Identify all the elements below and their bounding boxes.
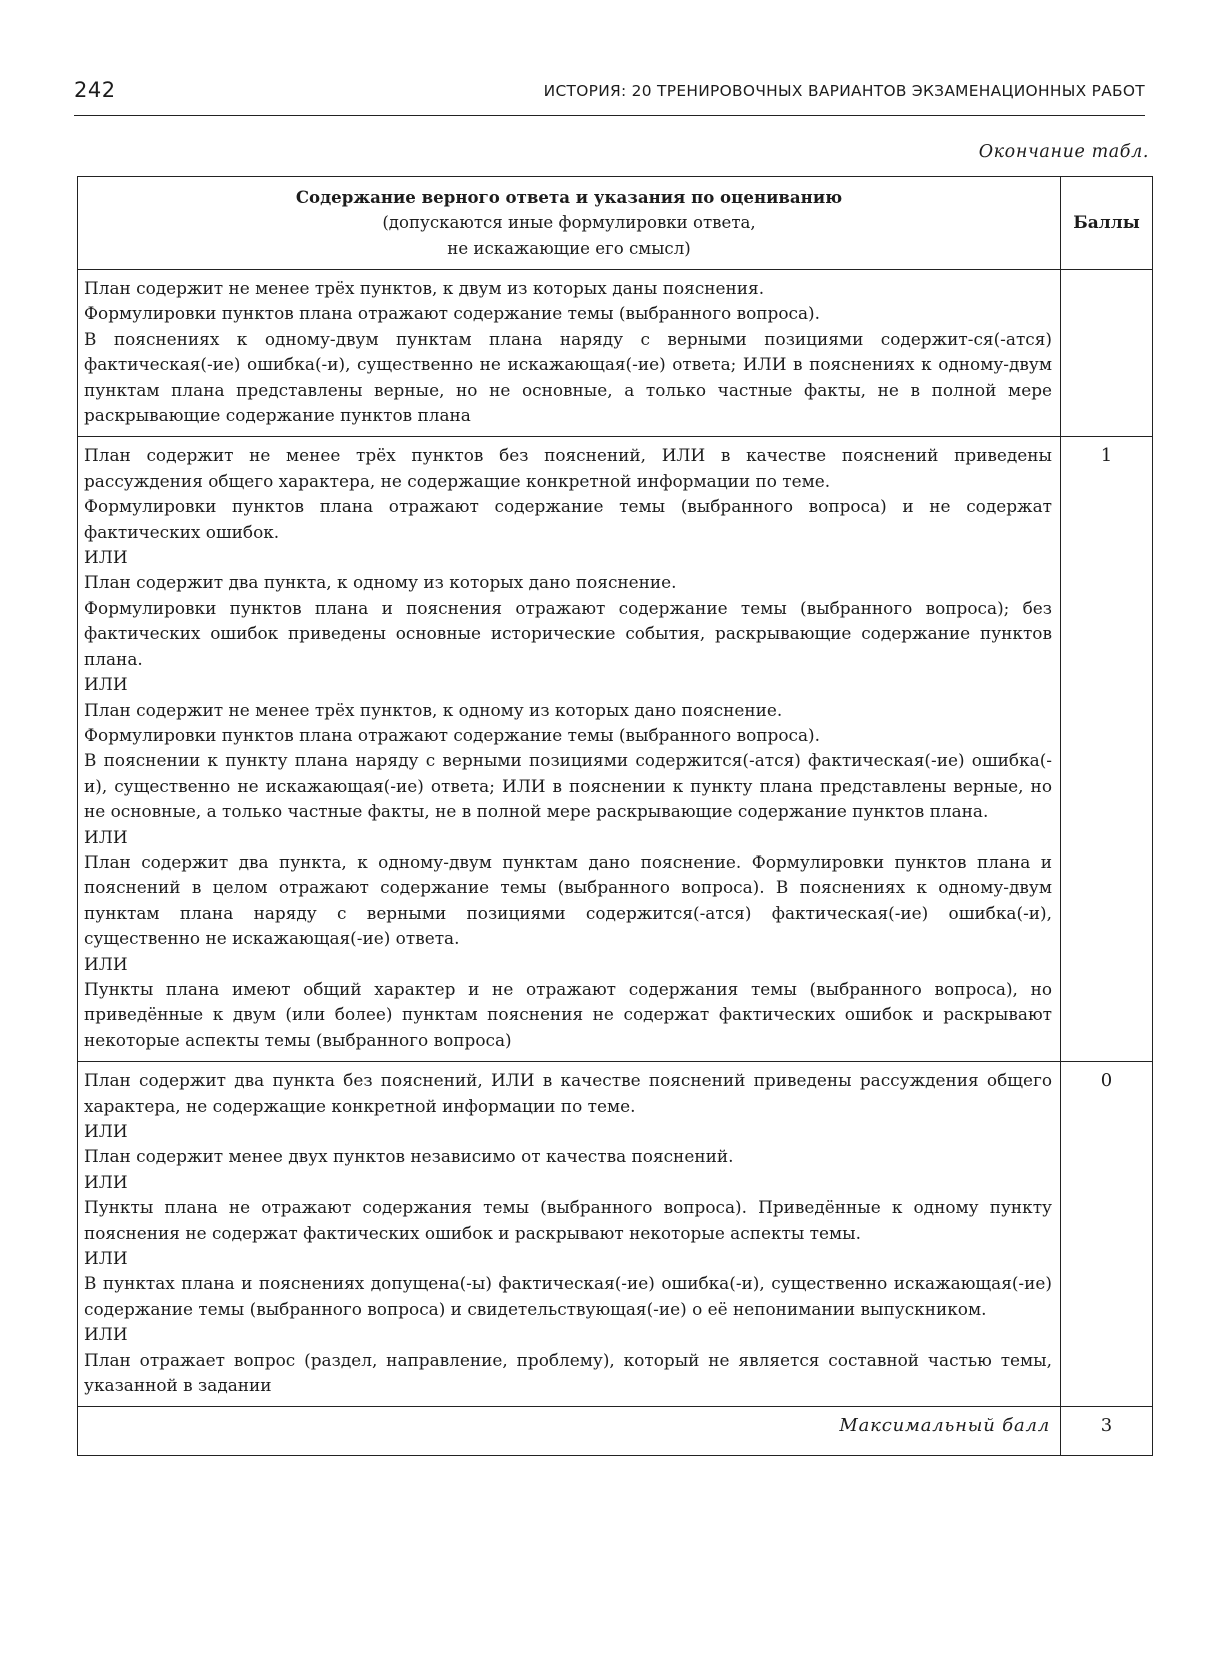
criteria-cell [78, 437, 1061, 1062]
criteria-line: ИЛИ [84, 674, 128, 695]
criteria-line: ИЛИ [84, 547, 128, 568]
running-title: ИСТОРИЯ: 20 ТРЕНИРОВОЧНЫХ ВАРИАНТОВ ЭКЗАМЕНАЦИОННЫХ РАБОТ [543, 82, 1145, 100]
criteria-line: ИЛИ [84, 1121, 128, 1141]
points-header: Баллы [1061, 177, 1153, 270]
criteria-line: План отражает вопрос (раздел, направление, проблему), который не является составной частью темы, указанной в задании [84, 1349, 1052, 1396]
criteria-line: Формулировки пунктов плана отражают содержание темы (выбранного вопроса). [84, 724, 821, 745]
grading-table [77, 176, 1153, 1456]
max-score-value: 3 [1061, 1407, 1153, 1456]
criteria-line: План содержит не менее трёх пунктов без пояснений, ИЛИ в качестве пояснений приведены рассуждения общего характера, не содержащие конкретной информации по теме. [84, 445, 1052, 491]
criteria-note-1: (допускаются иные формулировки ответа, [382, 213, 756, 232]
criteria-line: План содержит два пункта, к одному из которых дано пояснение. [84, 572, 677, 593]
criteria-line: План содержит два пункта без пояснений, ИЛИ в качестве пояснений приведены рассуждения общего характера, не содержащие конкретной информации по теме. [84, 1070, 1052, 1116]
criteria-cell [78, 270, 1061, 437]
criteria-line: ИЛИ [84, 826, 128, 847]
max-score-row [78, 1407, 1153, 1456]
criteria-line: Формулировки пунктов плана отражают содержание темы (выбранного вопроса) и не содержат фактических ошибок. [84, 496, 1052, 542]
criteria-line: Формулировки пунктов плана отражают содержание темы (выбранного вопроса). [84, 303, 821, 324]
criteria-line: План содержит не менее трёх пунктов, к одному из которых дано пояснение. [84, 699, 783, 720]
criteria-line: План содержит два пункта, к одному-двум пунктам дано пояснение. Формулировки пунктов плана и пояснений в целом отражают содержание темы (выбранного вопроса). В пояснениях к одному-двум пунктам плана наряду с верными позициями содержится(-атся) фактическая(-ие) ошибка(-и), существенно не искажающая(-ие) ответа. [84, 851, 1052, 949]
points-cell [1061, 270, 1153, 437]
points-cell: 1 [1061, 437, 1153, 1062]
table-caption: Окончание табл. [978, 142, 1149, 162]
criteria-line: Пункты плана имеют общий характер и не отражают содержания темы (выбранного вопроса), но приведённые к двум (или более) пунктам пояснения не содержат фактических ошибок и раскрывают некоторые аспекты темы (выбранного вопроса) [84, 978, 1052, 1050]
criteria-line: План содержит менее двух пунктов независимо от качества пояснений. [84, 1146, 734, 1167]
criteria-line: В пояснениях к одному-двум пунктам плана наряду с верными позициями содержит-ся(-атся) фактическая(-ие) ошибка(-и), существенно не искажающая(-ие) ответа; ИЛИ в пояснениях к одному-двум пунктам плана представлены верные, но не основные, а только частные факты, не в полной мере раскрывающие содержание пунктов плана [84, 328, 1052, 426]
criteria-line: ИЛИ [84, 1324, 128, 1345]
criteria-line: В пунктах плана и пояснениях допущена(-ы) фактическая(-ие) ошибка(-и), существенно искажающая(-ие) содержание темы (выбранного вопроса) и свидетельствующая(-ие) о её непонимании выпускником. [84, 1273, 1052, 1319]
criteria-line: Пункты плана не отражают содержания темы (выбранного вопроса). Приведённые к одному пункту пояснения не содержат фактических ошибок и раскрывают некоторые аспекты темы. [84, 1197, 1052, 1243]
header-rule [74, 115, 1145, 116]
criteria-line: Формулировки пунктов плана и пояснения отражают содержание темы (выбранного вопроса); без фактических ошибок приведены основные исторические события, раскрывающие содержание пунктов плана. [84, 597, 1052, 669]
criteria-line: ИЛИ [84, 1248, 128, 1269]
table-row [78, 1062, 1153, 1407]
criteria-line: План содержит не менее трёх пунктов, к двум из которых даны пояснения. [84, 278, 765, 298]
criteria-note-2: не искажающие его смысл) [447, 239, 691, 258]
page-number: 242 [74, 78, 116, 102]
table-header-row [78, 177, 1153, 270]
criteria-line: ИЛИ [84, 1171, 128, 1192]
table-row [78, 270, 1153, 437]
criteria-title: Содержание верного ответа и указания по оцениванию [295, 187, 843, 207]
criteria-header [78, 177, 1061, 270]
criteria-cell [78, 1062, 1061, 1407]
criteria-line: ИЛИ [84, 953, 128, 974]
criteria-line: В пояснении к пункту плана наряду с верными позициями содержится(-атся) фактическая(-ие) ошибка(-и), существенно не искажающая(-ие) ответа; ИЛИ в пояснении к пункту плана представлены верные, но не основные, а только частные факты, не в полной мере раскрывающие содержание пунктов плана. [84, 750, 1052, 822]
table-row [78, 437, 1153, 1062]
points-cell: 0 [1061, 1062, 1153, 1407]
max-score-label: Максимальный балл [78, 1407, 1061, 1456]
